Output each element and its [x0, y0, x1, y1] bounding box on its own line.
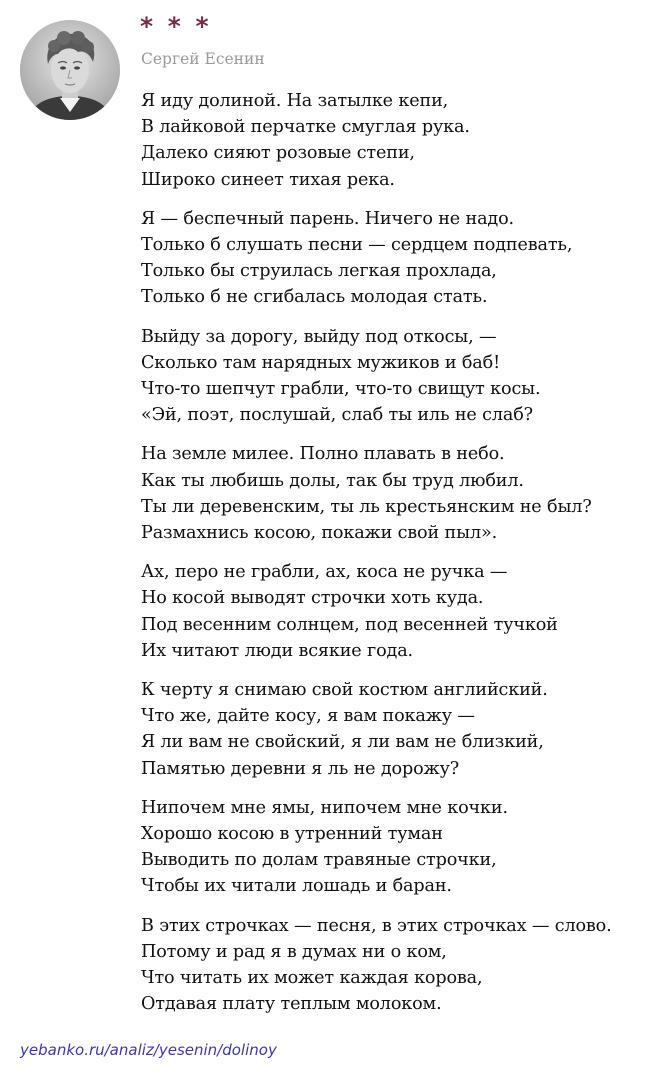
- poem-line: Нипочем мне ямы, нипочем мне кочки.: [141, 797, 508, 818]
- poem-body: [141, 88, 663, 1031]
- section-stars: * * *: [140, 12, 212, 41]
- poem-line: Под весенним солнцем, под весенней тучкой: [141, 614, 558, 635]
- poem-line: Памятью деревни я ль не дорожу?: [141, 758, 460, 779]
- stanza: [141, 795, 663, 900]
- stanza: [141, 677, 663, 782]
- poem-line: Что-то шепчут грабли, что-то свищут косы.: [141, 379, 541, 400]
- poem-line: В этих строчках — песня, в этих строчках — слово.: [141, 915, 612, 936]
- poem-line: Отдавая плату теплым молоком.: [141, 994, 442, 1015]
- stanza: [141, 324, 663, 429]
- stanza: [141, 913, 663, 1018]
- poem-line: Что читать их может каждая корова,: [141, 968, 483, 989]
- poem-line: Их читают люди всякие года.: [141, 640, 413, 661]
- poem-line: Я — беспечный парень. Ничего не надо.: [141, 208, 514, 229]
- poem-line: Широко синеет тихая река.: [141, 169, 395, 190]
- author-portrait-image: [20, 20, 120, 120]
- poem-line: Что же, дайте косу, я вам покажу —: [141, 706, 475, 727]
- poem-line: Размахнись косою, покажи свой пыл».: [141, 523, 498, 544]
- stanza: [141, 441, 663, 546]
- poem-line: «Эй, поэт, послушай, слаб ты иль не слаб?: [141, 405, 533, 426]
- poem-line: Потому и рад я в думах ни о ком,: [141, 941, 447, 962]
- poem-line: Выводить по долам травяные строчки,: [141, 850, 497, 871]
- poem-line: В лайковой перчатке смуглая рука.: [141, 117, 470, 138]
- poem-line: Только б слушать песни — сердцем подпевать,: [141, 235, 573, 256]
- author-name: Сергей Есенин: [141, 50, 265, 68]
- poem-line: Я ли вам не свойский, я ли вам не близкий,: [141, 732, 544, 753]
- stanza: [141, 559, 663, 664]
- poem-line: Хорошо косою в утренний туман: [141, 824, 443, 845]
- poem-line: Чтобы их читали лошадь и баран.: [141, 876, 452, 897]
- poem-line: На земле милее. Полно плавать в небо.: [141, 444, 505, 465]
- poem-line: Ты ли деревенским, ты ль крестьянским не был?: [141, 496, 592, 517]
- poem-line: Только бы струилась легкая прохлада,: [141, 261, 497, 282]
- poem-line: К черту я снимаю свой костюм английский.: [141, 680, 548, 701]
- poem-line: Но косой выводят строчки хоть куда.: [141, 588, 484, 609]
- poem-line: Ах, перо не грабли, ах, коса не ручка —: [141, 562, 508, 583]
- poem-line: Далеко сияют розовые степи,: [141, 143, 415, 164]
- poem-line: Только б не сгибалась молодая стать.: [141, 287, 488, 308]
- author-avatar: [20, 20, 120, 120]
- stanza: [141, 206, 663, 311]
- stanza: [141, 88, 663, 193]
- poem-line: Сколько там нарядных мужиков и баб!: [141, 352, 500, 373]
- poem-line: Как ты любишь долы, так бы труд любил.: [141, 470, 524, 491]
- source-link[interactable]: yebanko.ru/analiz/yesenin/dolinoy: [20, 1041, 277, 1059]
- poem-line: Выйду за дорогу, выйду под откосы, —: [141, 326, 497, 347]
- poem-line: Я иду долиной. На затылке кепи,: [141, 91, 449, 111]
